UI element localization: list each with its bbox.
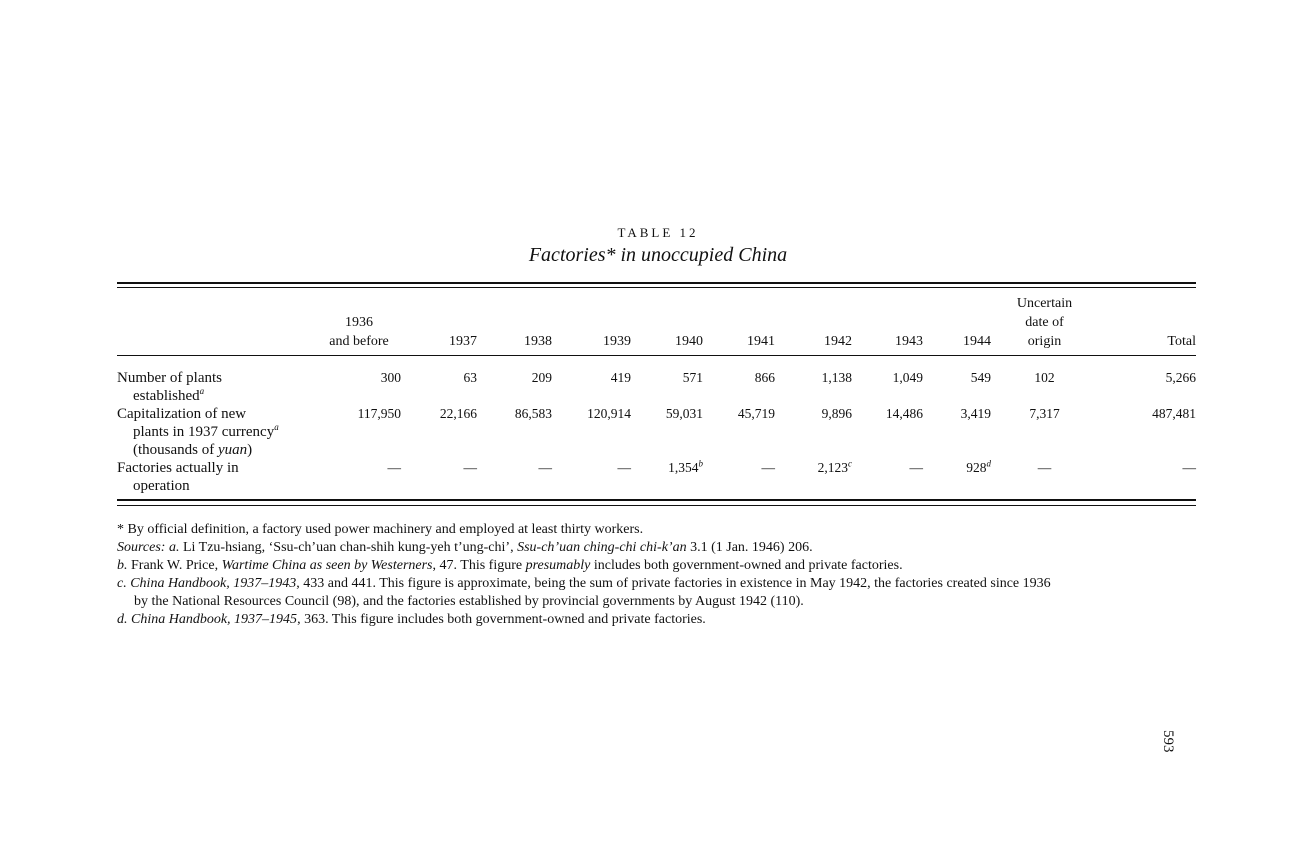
col-header-1942: 1942 [824, 334, 852, 349]
table-cell: 63 [463, 370, 477, 385]
table-cell: 7,317 [1029, 406, 1060, 421]
row-factories-operating [117, 459, 1196, 495]
note-c-continued: by the National Resources Council (98), and the factories established by provincial governments by August 1942 (110). [134, 594, 804, 609]
col-header-1941: 1941 [747, 334, 775, 349]
table-cell: 300 [380, 370, 401, 385]
row-number-of-plants [117, 356, 1196, 406]
factories-table [117, 294, 1196, 495]
table-number: TABLE 12 [617, 225, 699, 240]
table-cell: 86,583 [514, 406, 552, 421]
table-cell: 1,138 [821, 370, 852, 385]
bottom-rule-2 [117, 505, 1196, 506]
table-cell: — [617, 460, 631, 475]
col-header-1938: 1938 [524, 334, 552, 349]
table-title [0, 244, 1296, 267]
title-main: Factories [528, 244, 606, 266]
note-c: c. China Handbook, 1937–1943, 433 and 441. This figure is approximate, being the sum of private factories in existence in May 1942, the factories created since 1936 [117, 576, 1051, 591]
table-cell: — [1037, 460, 1052, 475]
col-header-1937: 1937 [449, 334, 477, 349]
table-cell: 487,481 [1152, 406, 1196, 421]
row-capitalization [117, 405, 1196, 459]
col-header-total: Total [1167, 334, 1196, 349]
table-cell: 571 [682, 370, 703, 385]
table-cell: 117,950 [357, 406, 401, 421]
col-header-1939: 1939 [603, 334, 631, 349]
note-star: * By official definition, a factory used power machinery and employed at least thirty workers. [117, 522, 644, 537]
note-b: b. Frank W. Price, Wartime China as seen by Westerners, 47. This figure presumably includes both government-owned and private factories. [117, 558, 903, 573]
table-cell: — [463, 460, 477, 475]
col-header-uncertain: Uncertain date of origin [1016, 296, 1073, 349]
table-cell: 5,266 [1165, 370, 1196, 385]
table-cell: 9,896 [821, 406, 852, 421]
table-cell: 120,914 [587, 406, 631, 421]
table-cell: 22,166 [439, 406, 477, 421]
table-cell: 1,049 [892, 370, 923, 385]
col-header-1944: 1944 [963, 334, 991, 349]
top-rule-2 [117, 287, 1196, 288]
col-header-1940: 1940 [675, 334, 703, 349]
table-cell: 928$^d$ [966, 458, 991, 475]
row-label: Capitalization of new plants in 1937 currency$^a$ (thousands of yuan) [117, 406, 279, 458]
table-cell: — [909, 460, 923, 475]
header-blank [117, 294, 317, 355]
col-header-1943: 1943 [895, 334, 923, 349]
table-cell: 45,719 [737, 406, 775, 421]
table-notes [117, 521, 1202, 629]
top-rule-1 [117, 282, 1196, 284]
table-cell: — [538, 460, 552, 475]
note-d: d. China Handbook, 1937–1945, 363. This figure includes both government-owned and private factories. [117, 612, 706, 627]
table-cell: 549 [970, 370, 991, 385]
header-row [117, 294, 1196, 355]
table-cell: — [1182, 460, 1196, 475]
table-cell: 59,031 [665, 406, 703, 421]
table-cell: 2,123$^c$ [817, 458, 852, 475]
row-label: Number of plants established$^a$ [117, 370, 222, 404]
title-star: * [605, 244, 616, 266]
bottom-rule-1 [117, 499, 1196, 501]
row-label: Factories actually in operation [117, 460, 239, 494]
table-cell: 3,419 [960, 406, 991, 421]
page-number: 593 [1160, 730, 1176, 753]
note-a: Sources: a. Li Tzu-hsiang, ‘Ssu-ch’uan chan-shih kung-yeh t’ung-chi’, Ssu-ch’uan ching-chi chi-k’an 3.1 (1 Jan. 1946) 206. [117, 540, 813, 555]
col-header-1936: 1936 and before [329, 315, 389, 349]
title-rest: in unoccupied China [615, 244, 788, 266]
table-cell: — [761, 460, 775, 475]
table-cell: 102 [1034, 370, 1055, 385]
table-cell: — [387, 460, 401, 475]
table-cell: 866 [754, 370, 775, 385]
table-cell: 1,354$^b$ [668, 458, 703, 475]
table-cell: 209 [531, 370, 552, 385]
table-cell: 14,486 [885, 406, 923, 421]
table-cell: 419 [610, 370, 631, 385]
